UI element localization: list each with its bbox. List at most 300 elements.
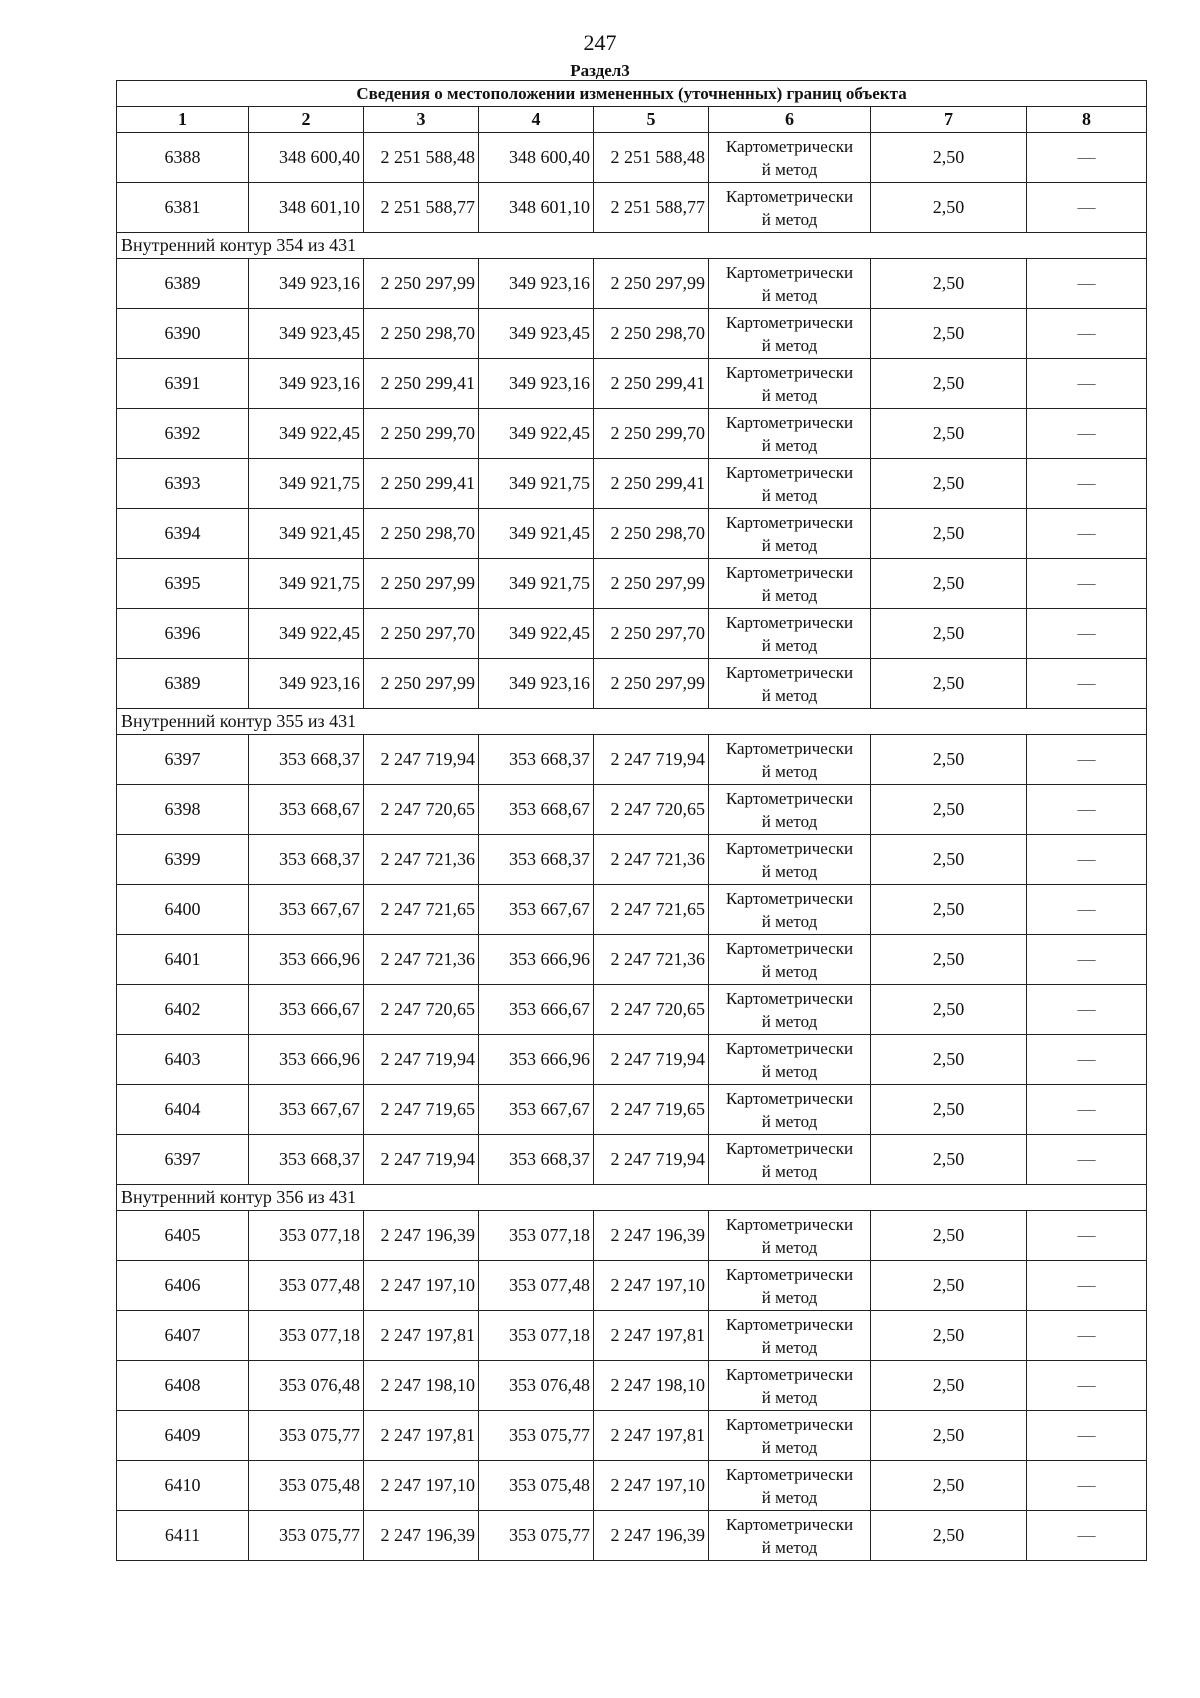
y-new-cell: 2 250 298,70	[594, 309, 709, 359]
method-line-1: Картометрически	[725, 738, 854, 758]
y-new-cell: 2 247 196,39	[594, 1511, 709, 1561]
column-number: 5	[594, 107, 709, 133]
method-line-1: Картометрически	[725, 1364, 854, 1384]
column-number: 3	[364, 107, 479, 133]
note-cell: —	[1027, 1361, 1147, 1411]
point-number-cell: 6388	[117, 133, 249, 183]
table-row	[117, 1411, 1147, 1461]
y-old-cell: 2 247 197,10	[364, 1261, 479, 1311]
note-cell: —	[1027, 609, 1147, 659]
y-old-cell: 2 247 197,81	[364, 1411, 479, 1461]
note-cell: —	[1027, 1135, 1147, 1185]
method-line-2: й метод	[761, 485, 818, 505]
method-line-1: Картометрически	[725, 662, 854, 682]
accuracy-cell: 2,50	[871, 359, 1027, 409]
table-row	[117, 885, 1147, 935]
y-old-cell: 2 251 588,48	[364, 133, 479, 183]
method-cell	[709, 885, 871, 935]
contour-header-row	[117, 709, 1147, 735]
note-cell: —	[1027, 1461, 1147, 1511]
y-old-cell: 2 247 197,10	[364, 1461, 479, 1511]
method-line-1: Картометрически	[725, 1038, 854, 1058]
method-line-2: й метод	[761, 159, 818, 179]
point-number-cell: 6398	[117, 785, 249, 835]
method-line-2: й метод	[761, 635, 818, 655]
note-cell: —	[1027, 133, 1147, 183]
y-old-cell: 2 247 196,39	[364, 1211, 479, 1261]
method-cell	[709, 1411, 871, 1461]
x-old-cell: 349 923,16	[249, 259, 364, 309]
method-cell	[709, 1511, 871, 1561]
method-cell	[709, 509, 871, 559]
x-new-cell: 349 923,45	[479, 309, 594, 359]
method-cell	[709, 1311, 871, 1361]
method-cell	[709, 1135, 871, 1185]
method-line-1: Картометрически	[725, 412, 854, 432]
method-line-1: Картометрически	[725, 1514, 854, 1534]
accuracy-cell: 2,50	[871, 935, 1027, 985]
point-number-cell: 6399	[117, 835, 249, 885]
y-old-cell: 2 250 297,99	[364, 559, 479, 609]
y-old-cell: 2 247 719,65	[364, 1085, 479, 1135]
method-cell	[709, 1085, 871, 1135]
table-row	[117, 1261, 1147, 1311]
x-new-cell: 349 921,45	[479, 509, 594, 559]
contour-label: Внутренний контур 356 из 431	[117, 1185, 1147, 1211]
y-new-cell: 2 251 588,77	[594, 183, 709, 233]
point-number-cell: 6409	[117, 1411, 249, 1461]
point-number-cell: 6411	[117, 1511, 249, 1561]
note-cell: —	[1027, 835, 1147, 885]
method-cell	[709, 1361, 871, 1411]
y-new-cell: 2 250 297,99	[594, 559, 709, 609]
y-old-cell: 2 247 719,94	[364, 735, 479, 785]
y-new-cell: 2 247 719,94	[594, 1135, 709, 1185]
column-number: 4	[479, 107, 594, 133]
point-number-cell: 6390	[117, 309, 249, 359]
method-line-1: Картометрически	[725, 1264, 854, 1284]
contour-label: Внутренний контур 354 из 431	[117, 233, 1147, 259]
accuracy-cell: 2,50	[871, 1461, 1027, 1511]
point-number-cell: 6400	[117, 885, 249, 935]
accuracy-cell: 2,50	[871, 559, 1027, 609]
x-new-cell: 349 921,75	[479, 459, 594, 509]
x-new-cell: 353 077,18	[479, 1311, 594, 1361]
method-cell	[709, 1261, 871, 1311]
method-line-2: й метод	[761, 1161, 818, 1181]
accuracy-cell: 2,50	[871, 309, 1027, 359]
column-number: 1	[117, 107, 249, 133]
accuracy-cell: 2,50	[871, 609, 1027, 659]
x-old-cell: 349 921,45	[249, 509, 364, 559]
method-line-1: Картометрически	[725, 136, 854, 156]
method-line-1: Картометрически	[725, 788, 854, 808]
x-old-cell: 349 921,75	[249, 459, 364, 509]
y-new-cell: 2 250 299,41	[594, 459, 709, 509]
y-old-cell: 2 247 196,39	[364, 1511, 479, 1561]
method-cell	[709, 835, 871, 885]
method-line-2: й метод	[761, 1111, 818, 1131]
x-old-cell: 353 666,67	[249, 985, 364, 1035]
x-old-cell: 353 667,67	[249, 1085, 364, 1135]
accuracy-cell: 2,50	[871, 1035, 1027, 1085]
accuracy-cell: 2,50	[871, 1411, 1027, 1461]
y-old-cell: 2 247 719,94	[364, 1035, 479, 1085]
method-line-2: й метод	[761, 1061, 818, 1081]
table-row	[117, 509, 1147, 559]
method-line-1: Картометрически	[725, 1464, 854, 1484]
note-cell: —	[1027, 1211, 1147, 1261]
note-cell: —	[1027, 1085, 1147, 1135]
x-old-cell: 353 075,48	[249, 1461, 364, 1511]
table-row	[117, 183, 1147, 233]
table-row	[117, 735, 1147, 785]
table-row	[117, 1511, 1147, 1561]
accuracy-cell: 2,50	[871, 885, 1027, 935]
note-cell: —	[1027, 1261, 1147, 1311]
accuracy-cell: 2,50	[871, 1261, 1027, 1311]
note-cell: —	[1027, 559, 1147, 609]
note-cell: —	[1027, 359, 1147, 409]
x-new-cell: 349 921,75	[479, 559, 594, 609]
x-new-cell: 353 667,67	[479, 885, 594, 935]
method-cell	[709, 133, 871, 183]
column-number: 6	[709, 107, 871, 133]
note-cell: —	[1027, 1411, 1147, 1461]
x-new-cell: 349 923,16	[479, 259, 594, 309]
note-cell: —	[1027, 183, 1147, 233]
method-line-2: й метод	[761, 1011, 818, 1031]
note-cell: —	[1027, 735, 1147, 785]
method-line-2: й метод	[761, 911, 818, 931]
point-number-cell: 6391	[117, 359, 249, 409]
y-new-cell: 2 250 298,70	[594, 509, 709, 559]
x-new-cell: 348 601,10	[479, 183, 594, 233]
method-cell	[709, 459, 871, 509]
y-old-cell: 2 247 719,94	[364, 1135, 479, 1185]
point-number-cell: 6396	[117, 609, 249, 659]
method-cell	[709, 183, 871, 233]
y-old-cell: 2 250 299,41	[364, 459, 479, 509]
page-number: 247	[583, 30, 617, 55]
contour-header-row	[117, 1185, 1147, 1211]
table-row	[117, 1311, 1147, 1361]
accuracy-cell: 2,50	[871, 1361, 1027, 1411]
table-row	[117, 785, 1147, 835]
note-cell: —	[1027, 409, 1147, 459]
method-line-2: й метод	[761, 535, 818, 555]
y-new-cell: 2 247 197,81	[594, 1411, 709, 1461]
point-number-cell: 6405	[117, 1211, 249, 1261]
method-line-1: Картометрически	[725, 512, 854, 532]
method-line-2: й метод	[761, 585, 818, 605]
y-old-cell: 2 247 721,36	[364, 935, 479, 985]
accuracy-cell: 2,50	[871, 133, 1027, 183]
table-row	[117, 259, 1147, 309]
method-cell	[709, 259, 871, 309]
accuracy-cell: 2,50	[871, 1511, 1027, 1561]
table-row	[117, 309, 1147, 359]
y-new-cell: 2 250 299,70	[594, 409, 709, 459]
x-old-cell: 349 921,75	[249, 559, 364, 609]
y-old-cell: 2 247 721,36	[364, 835, 479, 885]
method-line-2: й метод	[761, 861, 818, 881]
method-line-2: й метод	[761, 1487, 818, 1507]
table-row	[117, 459, 1147, 509]
method-line-1: Картометрически	[725, 1214, 854, 1234]
x-old-cell: 353 668,67	[249, 785, 364, 835]
method-cell	[709, 659, 871, 709]
y-new-cell: 2 247 721,36	[594, 935, 709, 985]
x-new-cell: 349 922,45	[479, 609, 594, 659]
column-number: 8	[1027, 107, 1147, 133]
x-old-cell: 348 600,40	[249, 133, 364, 183]
accuracy-cell: 2,50	[871, 785, 1027, 835]
y-new-cell: 2 247 196,39	[594, 1211, 709, 1261]
accuracy-cell: 2,50	[871, 835, 1027, 885]
y-old-cell: 2 250 297,99	[364, 659, 479, 709]
method-line-2: й метод	[761, 1237, 818, 1257]
y-new-cell: 2 250 297,99	[594, 659, 709, 709]
y-new-cell: 2 247 198,10	[594, 1361, 709, 1411]
point-number-cell: 6401	[117, 935, 249, 985]
x-old-cell: 349 922,45	[249, 609, 364, 659]
y-new-cell: 2 250 299,41	[594, 359, 709, 409]
method-line-1: Картометрически	[725, 1138, 854, 1158]
y-old-cell: 2 250 298,70	[364, 509, 479, 559]
accuracy-cell: 2,50	[871, 1085, 1027, 1135]
x-new-cell: 353 668,67	[479, 785, 594, 835]
y-new-cell: 2 250 297,70	[594, 609, 709, 659]
x-old-cell: 353 668,37	[249, 1135, 364, 1185]
y-new-cell: 2 247 720,65	[594, 985, 709, 1035]
accuracy-cell: 2,50	[871, 985, 1027, 1035]
table-row	[117, 1135, 1147, 1185]
x-new-cell: 353 666,96	[479, 1035, 594, 1085]
table-row	[117, 609, 1147, 659]
x-new-cell: 353 077,18	[479, 1211, 594, 1261]
y-new-cell: 2 247 197,10	[594, 1261, 709, 1311]
x-new-cell: 353 075,77	[479, 1511, 594, 1561]
method-cell	[709, 735, 871, 785]
method-line-2: й метод	[761, 285, 818, 305]
method-cell	[709, 785, 871, 835]
method-line-2: й метод	[761, 335, 818, 355]
method-cell	[709, 359, 871, 409]
method-line-2: й метод	[761, 1387, 818, 1407]
x-old-cell: 353 666,96	[249, 1035, 364, 1085]
accuracy-cell: 2,50	[871, 1311, 1027, 1361]
method-cell	[709, 935, 871, 985]
point-number-cell: 6408	[117, 1361, 249, 1411]
method-line-1: Картометрически	[725, 312, 854, 332]
point-number-cell: 6395	[117, 559, 249, 609]
column-number: 2	[249, 107, 364, 133]
accuracy-cell: 2,50	[871, 1135, 1027, 1185]
note-cell: —	[1027, 459, 1147, 509]
x-old-cell: 353 075,77	[249, 1411, 364, 1461]
note-cell: —	[1027, 659, 1147, 709]
point-number-cell: 6392	[117, 409, 249, 459]
accuracy-cell: 2,50	[871, 735, 1027, 785]
y-old-cell: 2 250 297,70	[364, 609, 479, 659]
y-new-cell: 2 247 721,65	[594, 885, 709, 935]
table-row	[117, 935, 1147, 985]
note-cell: —	[1027, 509, 1147, 559]
contour-header-row	[117, 233, 1147, 259]
point-number-cell: 6404	[117, 1085, 249, 1135]
x-old-cell: 353 668,37	[249, 835, 364, 885]
method-line-1: Картометрически	[725, 562, 854, 582]
method-line-2: й метод	[761, 685, 818, 705]
point-number-cell: 6393	[117, 459, 249, 509]
method-line-1: Картометрически	[725, 1088, 854, 1108]
method-line-1: Картометрически	[725, 1414, 854, 1434]
method-line-1: Картометрически	[725, 838, 854, 858]
method-cell	[709, 1211, 871, 1261]
table-row	[117, 985, 1147, 1035]
table-body	[117, 133, 1147, 1561]
point-number-cell: 6397	[117, 1135, 249, 1185]
y-new-cell: 2 247 720,65	[594, 785, 709, 835]
note-cell: —	[1027, 935, 1147, 985]
table-row	[117, 1461, 1147, 1511]
note-cell: —	[1027, 1311, 1147, 1361]
note-cell: —	[1027, 885, 1147, 935]
x-old-cell: 353 077,48	[249, 1261, 364, 1311]
method-line-2: й метод	[761, 209, 818, 229]
x-new-cell: 349 923,16	[479, 659, 594, 709]
y-new-cell: 2 247 719,94	[594, 1035, 709, 1085]
point-number-cell: 6402	[117, 985, 249, 1035]
x-new-cell: 353 666,96	[479, 935, 594, 985]
y-new-cell: 2 247 719,65	[594, 1085, 709, 1135]
y-old-cell: 2 250 299,70	[364, 409, 479, 459]
accuracy-cell: 2,50	[871, 409, 1027, 459]
accuracy-cell: 2,50	[871, 259, 1027, 309]
x-old-cell: 353 077,18	[249, 1311, 364, 1361]
x-new-cell: 349 923,16	[479, 359, 594, 409]
point-number-cell: 6406	[117, 1261, 249, 1311]
note-cell: —	[1027, 309, 1147, 359]
table-row	[117, 133, 1147, 183]
y-new-cell: 2 251 588,48	[594, 133, 709, 183]
method-cell	[709, 309, 871, 359]
point-number-cell: 6410	[117, 1461, 249, 1511]
x-old-cell: 349 923,45	[249, 309, 364, 359]
table-row	[117, 359, 1147, 409]
x-old-cell: 349 922,45	[249, 409, 364, 459]
note-cell: —	[1027, 259, 1147, 309]
note-cell: —	[1027, 1035, 1147, 1085]
point-number-cell: 6394	[117, 509, 249, 559]
y-old-cell: 2 247 198,10	[364, 1361, 479, 1411]
y-old-cell: 2 247 720,65	[364, 785, 479, 835]
note-cell: —	[1027, 985, 1147, 1035]
accuracy-cell: 2,50	[871, 1211, 1027, 1261]
method-line-1: Картометрически	[725, 888, 854, 908]
method-line-2: й метод	[761, 811, 818, 831]
note-cell: —	[1027, 785, 1147, 835]
method-line-2: й метод	[761, 1337, 818, 1357]
y-old-cell: 2 250 297,99	[364, 259, 479, 309]
x-old-cell: 348 601,10	[249, 183, 364, 233]
point-number-cell: 6407	[117, 1311, 249, 1361]
table-row	[117, 559, 1147, 609]
y-new-cell: 2 247 197,81	[594, 1311, 709, 1361]
x-old-cell: 353 667,67	[249, 885, 364, 935]
x-new-cell: 348 600,40	[479, 133, 594, 183]
method-cell	[709, 409, 871, 459]
column-number: 7	[871, 107, 1027, 133]
y-old-cell: 2 247 721,65	[364, 885, 479, 935]
accuracy-cell: 2,50	[871, 183, 1027, 233]
table-row	[117, 409, 1147, 459]
x-new-cell: 353 667,67	[479, 1085, 594, 1135]
x-new-cell: 353 075,48	[479, 1461, 594, 1511]
y-new-cell: 2 250 297,99	[594, 259, 709, 309]
boundary-table	[116, 80, 1147, 1561]
x-new-cell: 353 668,37	[479, 735, 594, 785]
method-line-2: й метод	[761, 435, 818, 455]
method-cell	[709, 985, 871, 1035]
x-new-cell: 353 666,67	[479, 985, 594, 1035]
x-new-cell: 353 668,37	[479, 1135, 594, 1185]
y-new-cell: 2 247 197,10	[594, 1461, 709, 1511]
table-title: Сведения о местоположении измененных (уточненных) границ объекта	[117, 81, 1147, 107]
boundary-table-container	[116, 80, 1146, 1561]
section-title: Раздел3	[570, 61, 630, 80]
method-line-2: й метод	[761, 385, 818, 405]
x-old-cell: 353 076,48	[249, 1361, 364, 1411]
y-old-cell: 2 251 588,77	[364, 183, 479, 233]
table-row	[117, 1211, 1147, 1261]
table-row	[117, 1085, 1147, 1135]
accuracy-cell: 2,50	[871, 509, 1027, 559]
method-line-2: й метод	[761, 1437, 818, 1457]
method-line-1: Картометрически	[725, 362, 854, 382]
contour-label: Внутренний контур 355 из 431	[117, 709, 1147, 735]
point-number-cell: 6381	[117, 183, 249, 233]
point-number-cell: 6397	[117, 735, 249, 785]
table-row	[117, 1035, 1147, 1085]
method-line-2: й метод	[761, 961, 818, 981]
accuracy-cell: 2,50	[871, 459, 1027, 509]
method-line-1: Картометрически	[725, 462, 854, 482]
note-cell: —	[1027, 1511, 1147, 1561]
method-line-2: й метод	[761, 761, 818, 781]
method-cell	[709, 609, 871, 659]
x-old-cell: 353 077,18	[249, 1211, 364, 1261]
y-new-cell: 2 247 721,36	[594, 835, 709, 885]
method-cell	[709, 1461, 871, 1511]
point-number-cell: 6403	[117, 1035, 249, 1085]
table-row	[117, 1361, 1147, 1411]
y-new-cell: 2 247 719,94	[594, 735, 709, 785]
x-new-cell: 353 076,48	[479, 1361, 594, 1411]
table-row	[117, 835, 1147, 885]
y-old-cell: 2 247 197,81	[364, 1311, 479, 1361]
point-number-cell: 6389	[117, 259, 249, 309]
y-old-cell: 2 247 720,65	[364, 985, 479, 1035]
table-row	[117, 659, 1147, 709]
x-new-cell: 349 922,45	[479, 409, 594, 459]
x-old-cell: 349 923,16	[249, 659, 364, 709]
method-line-1: Картометрически	[725, 938, 854, 958]
method-line-1: Картометрически	[725, 262, 854, 282]
x-new-cell: 353 668,37	[479, 835, 594, 885]
method-line-2: й метод	[761, 1537, 818, 1557]
